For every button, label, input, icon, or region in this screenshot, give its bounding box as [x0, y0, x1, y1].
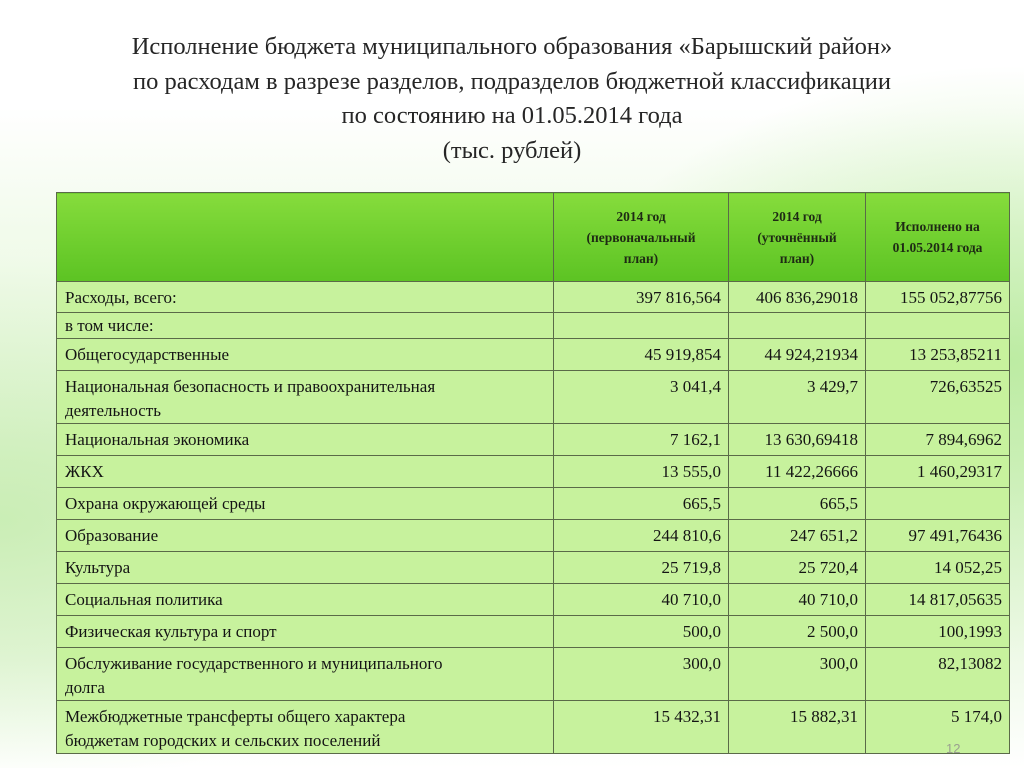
cell-revised-plan: 300,0	[729, 648, 866, 701]
row-label: Расходы, всего:	[57, 282, 554, 313]
budget-table	[56, 192, 1010, 754]
header-executed-line1: Исполнено на	[895, 219, 980, 234]
table-row	[57, 488, 1010, 520]
header-revised-plan	[729, 193, 866, 282]
header-revised-line1: 2014 год	[772, 208, 822, 224]
header-revised-line2: (уточнённый	[757, 229, 837, 245]
header-initial-line3: план)	[623, 250, 659, 266]
cell-initial-plan: 15 432,31	[554, 701, 729, 754]
cell-executed	[866, 488, 1010, 520]
row-label	[57, 701, 554, 754]
header-initial-plan	[554, 193, 729, 282]
cell-revised-plan: 44 924,21934	[729, 339, 866, 371]
header-executed-line2: 01.05.2014 года	[892, 240, 983, 255]
table-row	[57, 701, 1010, 754]
cell-executed: 7 894,6962	[866, 424, 1010, 456]
cell-revised-plan: 406 836,29018	[729, 282, 866, 313]
cell-revised-plan	[729, 313, 866, 339]
cell-revised-plan: 247 651,2	[729, 520, 866, 552]
cell-executed: 14 052,25	[866, 552, 1010, 584]
title-line-1: Исполнение бюджета муниципального образования «Барышский район»	[131, 33, 893, 60]
row-label: в том числе:	[57, 313, 554, 339]
row-label-line2: бюджетам городских и сельских поселений	[65, 731, 381, 750]
cell-revised-plan: 2 500,0	[729, 616, 866, 648]
cell-executed: 13 253,85211	[866, 339, 1010, 371]
table-header-row	[57, 193, 1010, 282]
cell-executed: 726,63525	[866, 371, 1010, 424]
cell-initial-plan: 500,0	[554, 616, 729, 648]
header-executed	[866, 193, 1010, 282]
cell-initial-plan: 300,0	[554, 648, 729, 701]
cell-executed: 14 817,05635	[866, 584, 1010, 616]
cell-executed: 5 174,0	[866, 701, 1010, 754]
header-initial-line1: 2014 год	[616, 208, 666, 224]
cell-initial-plan: 25 719,8	[554, 552, 729, 584]
table-row	[57, 520, 1010, 552]
cell-revised-plan: 15 882,31	[729, 701, 866, 754]
cell-initial-plan: 13 555,0	[554, 456, 729, 488]
cell-initial-plan: 45 919,854	[554, 339, 729, 371]
row-label	[57, 648, 554, 701]
row-label-line2: деятельность	[65, 401, 161, 420]
header-revised-line3: план)	[779, 250, 815, 266]
table-row	[57, 424, 1010, 456]
cell-initial-plan: 7 162,1	[554, 424, 729, 456]
row-label-line2: долга	[65, 678, 105, 697]
table-row	[57, 339, 1010, 371]
row-label: Образование	[57, 520, 554, 552]
row-label: Национальная экономика	[57, 424, 554, 456]
row-label: ЖКХ	[57, 456, 554, 488]
row-label-line1: Обслуживание государственного и муниципального	[65, 654, 443, 673]
cell-revised-plan: 3 429,7	[729, 371, 866, 424]
cell-executed: 155 052,87756	[866, 282, 1010, 313]
cell-initial-plan: 244 810,6	[554, 520, 729, 552]
cell-revised-plan: 13 630,69418	[729, 424, 866, 456]
cell-revised-plan: 665,5	[729, 488, 866, 520]
header-initial-line2: (первоначальный	[586, 229, 696, 245]
cell-executed	[866, 313, 1010, 339]
table-row	[57, 552, 1010, 584]
cell-executed: 82,13082	[866, 648, 1010, 701]
title-line-2: по расходам в разрезе разделов, подразделов бюджетной классификации	[133, 67, 891, 95]
cell-executed: 100,1993	[866, 616, 1010, 648]
row-label: Общегосударственные	[57, 339, 554, 371]
table-row	[57, 282, 1010, 313]
cell-executed: 1 460,29317	[866, 456, 1010, 488]
row-label-line1: Межбюджетные трансферты общего характера	[65, 707, 406, 726]
cell-revised-plan: 11 422,26666	[729, 456, 866, 488]
cell-executed: 97 491,76436	[866, 520, 1010, 552]
row-label	[57, 371, 554, 424]
title-line-3: по состоянию на 01.05.2014 года	[341, 102, 683, 129]
row-label: Физическая культура и спорт	[57, 616, 554, 648]
table-row	[57, 584, 1010, 616]
header-item	[57, 193, 554, 282]
cell-initial-plan	[554, 313, 729, 339]
cell-initial-plan: 3 041,4	[554, 371, 729, 424]
row-label-line1: Национальная безопасность и правоохранительная	[65, 377, 436, 396]
table-row	[57, 313, 1010, 339]
cell-initial-plan: 397 816,564	[554, 282, 729, 313]
cell-initial-plan: 40 710,0	[554, 584, 729, 616]
row-label: Культура	[57, 552, 554, 584]
table-row	[57, 371, 1010, 424]
cell-revised-plan: 25 720,4	[729, 552, 866, 584]
row-label: Социальная политика	[57, 584, 554, 616]
cell-revised-plan: 40 710,0	[729, 584, 866, 616]
cell-initial-plan: 665,5	[554, 488, 729, 520]
title-line-4: (тыс. рублей)	[442, 136, 582, 164]
table-row	[57, 648, 1010, 701]
slide-title	[40, 30, 984, 168]
table-row	[57, 616, 1010, 648]
row-label: Охрана окружающей среды	[57, 488, 554, 520]
slide-number: 12	[946, 741, 961, 756]
table-row	[57, 456, 1010, 488]
